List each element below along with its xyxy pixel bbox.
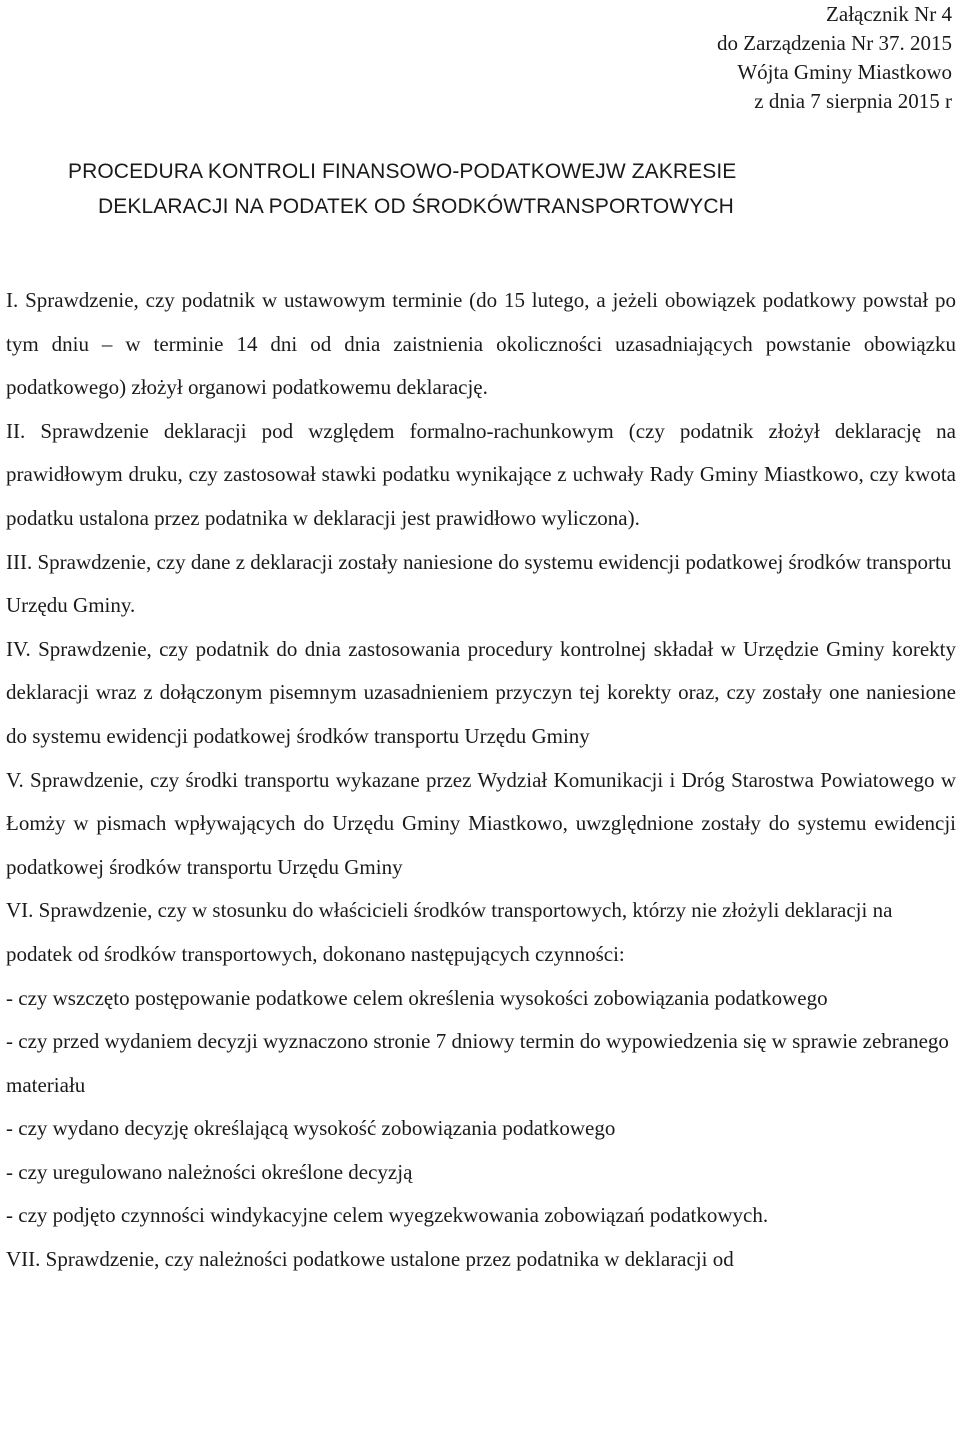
action-item: - czy podjęto czynności windykacyjne celem wyegzekwowania zobowiązań podatkowych. (6, 1203, 769, 1228)
action-item: - czy wszczęto postępowanie podatkowe celem określenia wysokości zobowiązania podatkowego (6, 985, 828, 1010)
section-number: V. (6, 767, 24, 792)
ordinance-reference: do Zarządzenia Nr 37. 2015 (717, 31, 952, 55)
section-5 (6, 759, 956, 890)
section-number: II. (6, 418, 26, 443)
procedure-body (6, 279, 956, 1282)
section-6 (6, 889, 956, 976)
title-line-2: DEKLARACJI NA PODATEK OD ŚRODKÓWTRANSPORTOWYCH (98, 195, 734, 218)
document-page (6, 0, 956, 1448)
section-1 (6, 279, 956, 410)
section-text: Sprawdzenie, czy środki transportu wykazane przez Wydział Komunikacji i Dróg Starostwa Powiatowego w Łomży w pismach wpływających do Urzędu Gminy Miastkowo, uwzględnione zostały do systemu ewidencji podatkowej środków transportu Urzędu Gminy (6, 767, 957, 879)
title-line-1: PROCEDURA KONTROLI FINANSOWO-PODATKOWEJW ZAKRESIE (68, 160, 737, 183)
action-item: - czy uregulowano należności określone decyzją (6, 1159, 413, 1184)
section-2 (6, 410, 956, 541)
section-7 (6, 1238, 956, 1282)
document-title (68, 154, 736, 224)
section-3 (6, 541, 956, 628)
section-text: Sprawdzenie, czy w stosunku do właścicieli środków transportowych, którzy nie złożyli deklaracji na podatek od środków transportowych, dokonano następujących czynności: (6, 898, 893, 966)
section-number: I. (6, 288, 19, 312)
annex-header (717, 0, 952, 116)
issuer: Wójta Gminy Miastkowo (737, 60, 952, 84)
section-number: III. (6, 549, 33, 574)
section-number: VI. (6, 898, 34, 923)
section-text: Sprawdzenie deklaracji pod względem formalno-rachunkowym (czy podatnik złożył deklarację na prawidłowym druku, czy zastosował stawki podatku wynikające z uchwały Rady Gminy Miastkowo, czy kwota podatku ustalona przez podatnika w deklaracji jest prawidłowo wyliczona). (6, 418, 956, 530)
section-4 (6, 628, 956, 759)
section-text: Sprawdzenie, czy podatnik w ustawowym terminie (do 15 lutego, a jeżeli obowiązek podatkowy powstał po tym dniu – w terminie 14 dni od dnia zaistnienia okoliczności uzasadniających powstanie obowiązku podatkowego) złożył organowi podatkowemu deklarację. (6, 288, 956, 400)
annex-number: Załącznik Nr 4 (826, 2, 952, 26)
section-text: Sprawdzenie, czy należności podatkowe ustalone przez podatnika w deklaracji od (45, 1247, 734, 1272)
action-item: - czy przed wydaniem decyzji wyznaczono stronie 7 dniowy termin do wypowiedzenia się w sprawie zebranego materiału (6, 1029, 949, 1097)
action-item: - czy wydano decyzję określającą wysokość zobowiązania podatkowego (6, 1116, 616, 1141)
section-text: Sprawdzenie, czy dane z deklaracji zostały naniesione do systemu ewidencji podatkowej środków transportu Urzędu Gminy. (6, 549, 952, 618)
section-number: VII. (6, 1247, 41, 1272)
section-text: Sprawdzenie, czy podatnik do dnia zastosowania procedury kontrolnej składał w Urzędzie Gminy korekty deklaracji wraz z dołączonym pisemnym uzasadnieniem przyczyn tej korekty oraz, czy zostały one naniesione do systemu ewidencji podatkowej środków transportu Urzędu Gminy (6, 636, 957, 748)
annex-date: z dnia 7 sierpnia 2015 r (754, 89, 952, 113)
section-number: IV. (6, 636, 31, 661)
